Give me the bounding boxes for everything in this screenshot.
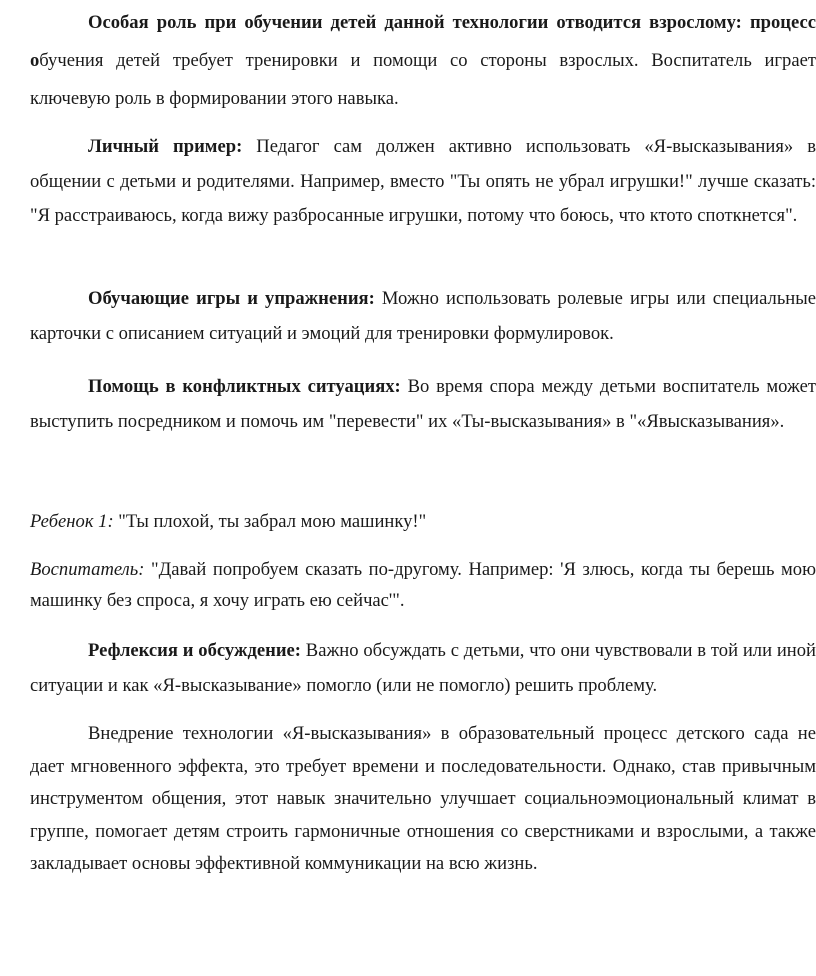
speaker-label: Воспитатель: [30, 559, 145, 580]
paragraph-training-games [30, 282, 816, 351]
paragraph-conflict-help [30, 370, 816, 439]
paragraph-reflection [30, 634, 816, 703]
paragraph-lead-bold: Рефлексия и обсуждение: [88, 640, 301, 661]
dialog-teacher-line [30, 554, 816, 616]
paragraph-body: Важно обсуждать с детьми, что они чувствовали в той или иной ситуации и как «Я-высказывание» помогло (или не помогло) решить проблему. [30, 640, 816, 696]
paragraph-lead-bold: Личный пример: [88, 136, 243, 157]
dialog-child-line [30, 506, 816, 537]
paragraph-body: Внедрение технологии «Я-высказывания» в образовательный процесс детского сада не дает мгновенного эффекта, это требует времени и последовательности. Однако, став привычным инструментом общения, этот навык значительно улучшает социальноэмоциональный климат в группе, помогает детям строить гармоничные отношения со сверстниками и взрослыми, а также закладывает основы эффективной коммуникации на всю жизнь. [30, 723, 816, 874]
paragraph-body: бучения детей требует тренировки и помощи со стороны взрослых. Воспитатель играет ключевую роль в формировании этого навыка. [30, 50, 816, 109]
speaker-label: Ребенок 1: [30, 511, 114, 532]
paragraph-personal-example [30, 130, 816, 234]
paragraph-conclusion [30, 718, 816, 881]
paragraph-body: Во время спора между детьми воспитатель может выступить посредником и помочь им "перевести" их «Ты-высказывания» в "«Явысказывания». [30, 376, 816, 432]
dialog-text: "Ты плохой, ты забрал мою машинку!" [113, 511, 427, 532]
paragraph-body: Можно использовать ролевые игры или специальные карточки с описанием ситуаций и эмоций для тренировки формулировок. [30, 288, 816, 344]
paragraph-body: Педагог сам должен активно использовать «Я-высказывания» в общении с детьми и родителями. Например, вместо "Ты опять не убрал игрушки!" лучше сказать: "Я расстраиваюсь, когда вижу разбросанные игрушки, потому что боюсь, что ктото споткнется". [30, 136, 816, 226]
dialog-text: "Давай попробуем сказать по-другому. Например: 'Я злюсь, когда ты берешь мою машинку без спроса, я хочу играть ею сейчас'". [30, 559, 816, 611]
paragraph-adult-role [30, 4, 816, 118]
paragraph-lead-bold: Помощь в конфликтных ситуациях: [88, 376, 401, 397]
paragraph-lead-bold: Особая роль при обучении детей данной технологии отводится взрослому: процесс о [30, 12, 816, 71]
paragraph-lead-bold: Обучающие игры и упражнения: [88, 288, 375, 309]
